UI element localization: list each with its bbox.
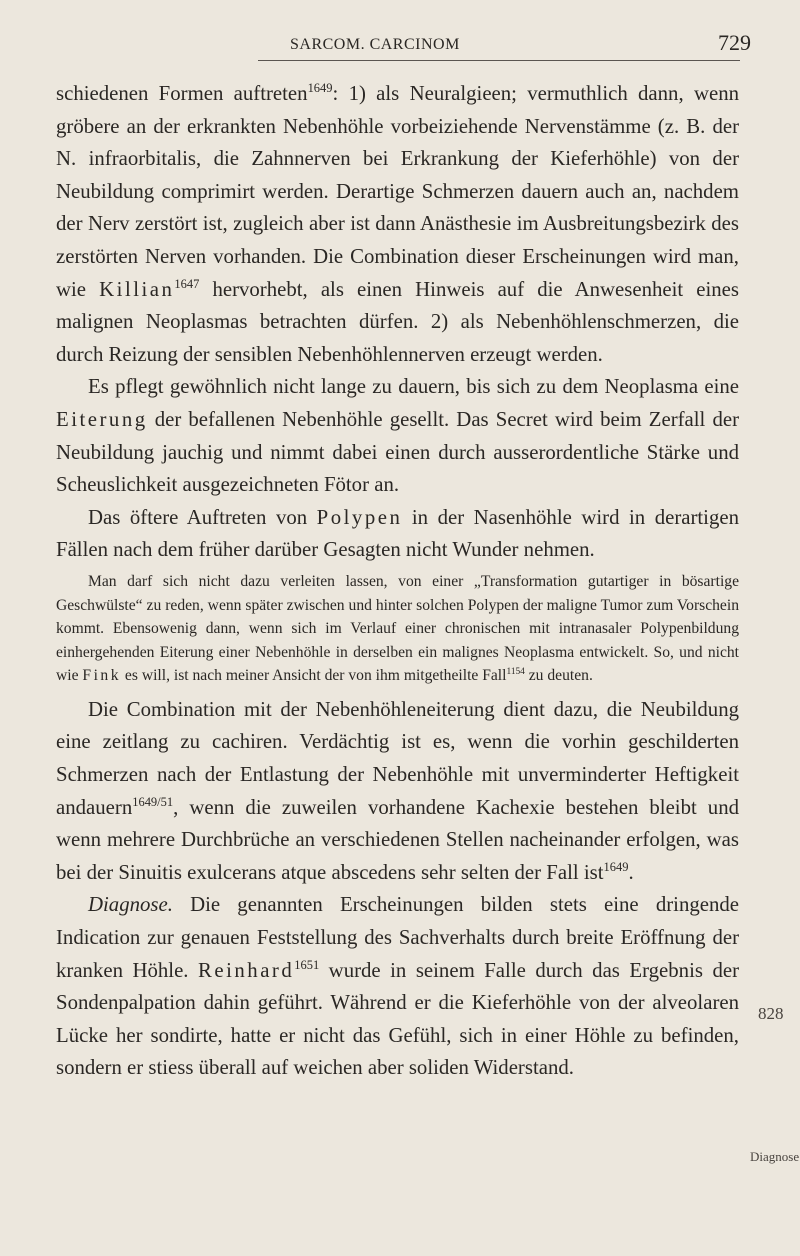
header-rule: [258, 60, 740, 61]
page-number: 729: [718, 30, 751, 55]
reference-number: 1649: [307, 81, 333, 96]
emphasis: Polypen: [316, 505, 403, 529]
text-run: .: [628, 860, 634, 884]
text-run: wurde in seinem Falle durch das Ergebnis der Sondenpalpation dahin geführt. Während er die Kieferhöhle von der alveolaren Lücke her sondirte, hatte er nicht das Gefühl, sich in einer Höhle zu befinden, sondern er stiess überall auf weichen aber soliden Widerstand.: [56, 958, 740, 1080]
body-text: [56, 78, 739, 1085]
author-name: Reinhard: [198, 958, 295, 982]
text-run: Man darf sich nicht dazu verleiten lassen, von einer „Transformation gutartiger in bösartige Geschwülste“ zu reden, wenn später zwischen und hinter solchen Polypen der maligne Tumor zum Vorschein kommt. Ebensowenig dann, wenn sich im Verlauf einer chronischen mit intranasaler Polypenbildung einhergehenden Eiterung einer Nebenhöhle in derselben ein malignes Neoplasma entwickelt. So, und nicht wie: [56, 572, 739, 685]
reference-number: 1647: [174, 276, 200, 291]
reference-number: 1154: [506, 667, 525, 678]
margin-note-diagnose: Diagnose: [750, 1149, 800, 1164]
text-run: in der Nasenhöhle wird in derartigen Fällen nach dem früher darüber Gesagten nicht Wunder nehmen.: [56, 505, 739, 562]
paragraph-eiterung: [56, 371, 739, 501]
small-print-note: [56, 570, 739, 688]
section-heading-diagnose: Diagnose.: [88, 893, 173, 917]
text-run: Die Combination mit der Nebenhöhleneiterung dient dazu, die Neubildung eine zeitlang zu cachiren. Verdächtig ist es, wenn die vorhin geschilderten Schmerzen nach der Entlastung der Nebenhöhle mit unverminderter Heftigkeit andauern: [56, 697, 739, 819]
text-run: Es pflegt gewöhnlich nicht lange zu dauern, bis sich zu dem Neoplasma eine: [88, 375, 739, 399]
reference-number: 1651: [294, 957, 320, 972]
text-run: : 1) als Neuralgieen; vermuthlich dann, wenn gröbere an der erkrankten Nebenhöhle vorbeiziehende Nervenstämme (z. B. der N. infraorbitalis, die Zahnnerven bei Erkrankung der Kieferhöhle) von der Neubildung comprimirt werden. Derartige Schmerzen dauern auch an, nachdem der Nerv zerstört ist, zugleich aber ist dann Anästhesie im Ausbreitungsbezirk des zerstörten Nerven vorhanden. Die Combination dieser Erscheinungen wird man, wie: [56, 82, 739, 301]
text-run: es will, ist nach meiner Ansicht der von ihm mitgetheilte Fall: [121, 667, 507, 685]
text-run: , wenn die zuweilen vorhandene Kachexie bestehen bleibt und wenn mehrere Durchbrüche an verschiedenen Stellen nacheinander erfolgen, was bei der Sinuitis exulcerans atque abscedens sehr selten der Fall ist: [56, 795, 739, 884]
author-name: Killian: [99, 277, 175, 301]
emphasis: Eiterung: [56, 407, 148, 431]
paragraph-diagnose: [56, 889, 739, 1085]
author-name: Fink: [82, 667, 122, 685]
running-title: SARCOM. CARCINOM: [290, 36, 460, 53]
paragraph-symptoms: [56, 78, 739, 371]
text-run: schiedenen Formen auftreten: [56, 82, 308, 105]
text-run: Das öftere Auftreten von: [88, 505, 317, 529]
text-run: Die genannten Erscheinungen bilden stets eine dringende Indication zur genauen Feststellung des Sachverhalts durch breite Eröffnung der kranken Höhle.: [56, 893, 739, 982]
reference-number: 1649: [603, 859, 629, 874]
page-header: [0, 30, 800, 70]
text-run: hervorhebt, als einen Hinweis auf die Anwesenheit eines malignen Neoplasmas betrachten dürfen. 2) als Nebenhöhlenschmerzen, die durch Reizung der sensiblen Nebenhöhlennerven erzeugt werden.: [56, 277, 740, 366]
text-run: zu deuten.: [524, 667, 593, 685]
paragraph-polypen: [56, 502, 739, 567]
text-run: der befallenen Nebenhöhle gesellt. Das Secret wird beim Zerfall der Neubildung jauchig und nimmt dabei einen durch ausserordentliche Stärke und Scheuslichkeit ausgezeichneten Fötor an.: [56, 407, 739, 497]
paragraph-combination: [56, 694, 739, 890]
reference-number: 1649/51: [132, 794, 174, 809]
margin-note-section-number: 828: [758, 1004, 784, 1023]
